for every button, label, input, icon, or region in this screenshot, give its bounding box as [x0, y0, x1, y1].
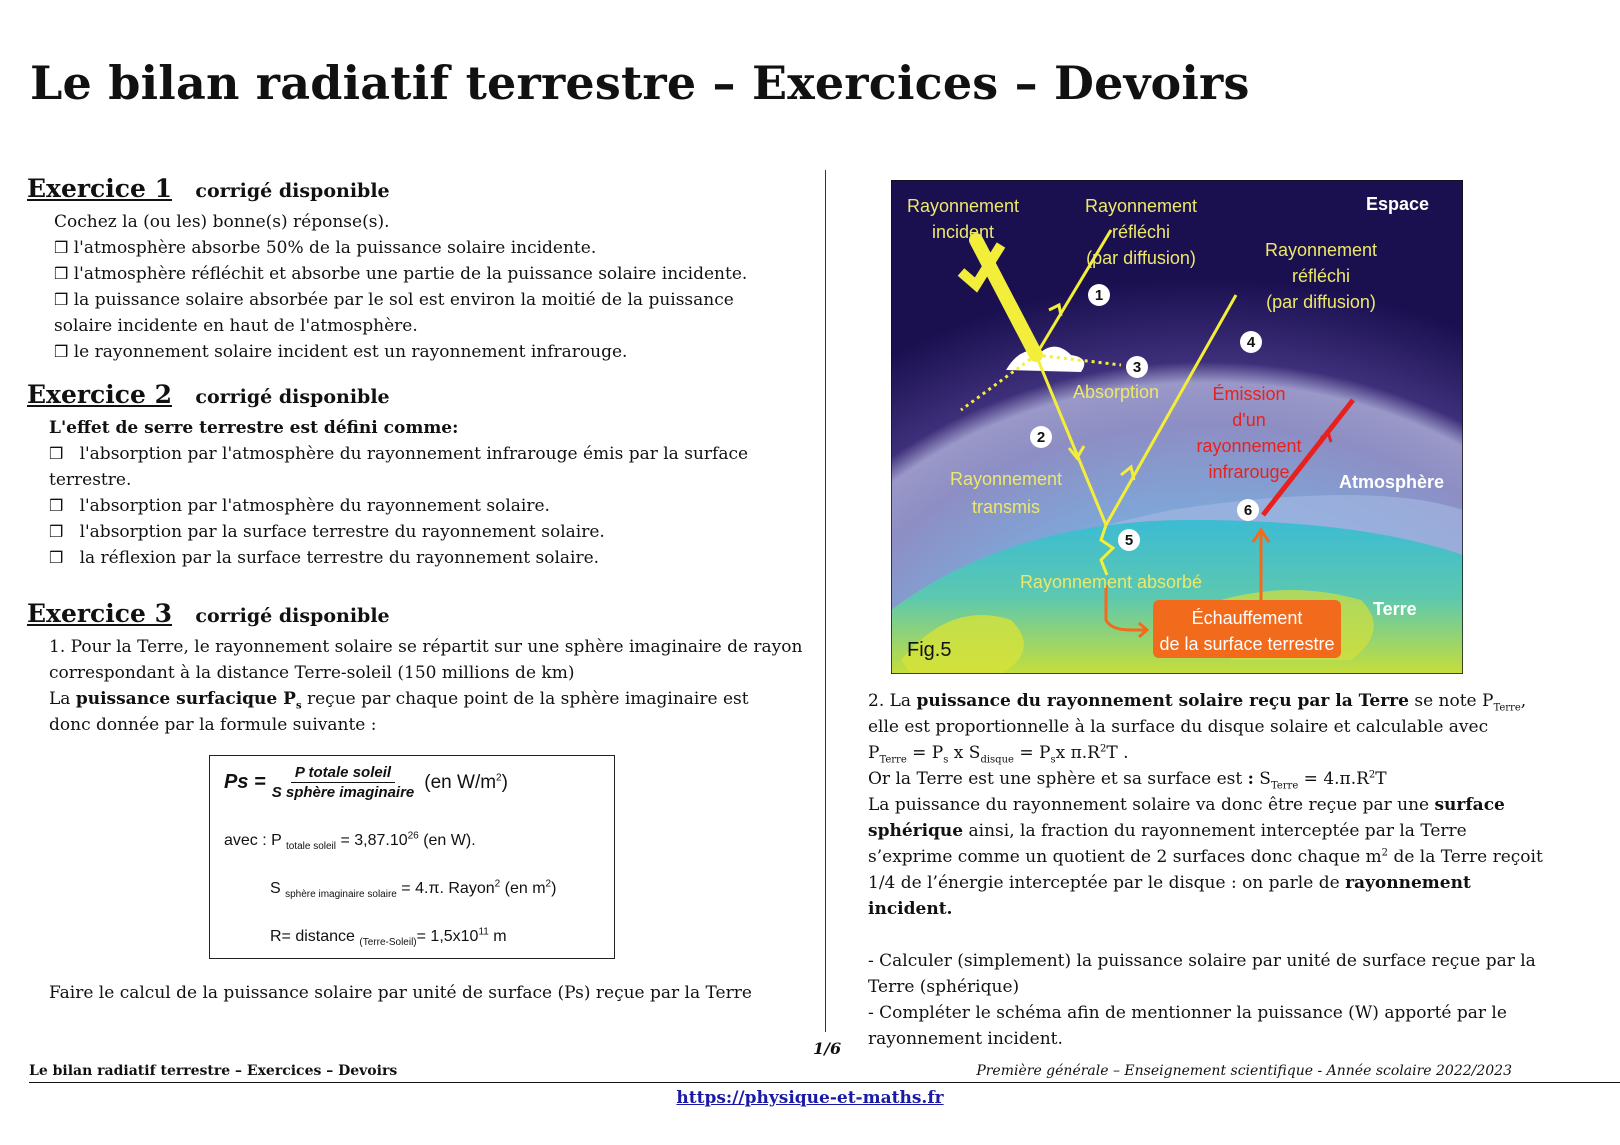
label-transmitted: Rayonnement — [949, 469, 1063, 489]
footer-link[interactable]: https://physique-et-maths.fr — [676, 1088, 944, 1108]
marker-5-label: 5 — [1124, 532, 1134, 549]
exercise-3 — [27, 597, 807, 738]
label-fig: Fig.5 — [907, 639, 952, 661]
checkbox-icon[interactable]: ❒ — [49, 522, 64, 541]
exercise-2 — [27, 378, 807, 597]
page-number: 1/6 — [813, 1039, 842, 1058]
label-reflected-2: Rayonnement — [1264, 240, 1378, 260]
exercise-3-paragraph-3: Faire le calcul de la puissance solaire par unité de surface (Ps) reçue par la Terre — [49, 983, 752, 1003]
exercise-1-option[interactable]: ❒ le rayonnement solaire incident est un rayonnement infrarouge. — [54, 342, 628, 362]
right-paragraph-4: La puissance du rayonnement solaire va donc être reçue par une surface sphérique ainsi, la fraction du rayonnement interceptée par la Terre s’exprime comme un quotient de 2 surfaces donc chaque $m^2$ de la Terre reçoit 1/4 de l’énergie interceptée par le disque : on parle de rayonnement incident. — [868, 795, 1543, 919]
formula-main: Ps = $\frac{\text{P totale soleil}}{\text{S sphère imaginaire}}$ (en $W/m^2$) — [224, 764, 508, 801]
checkbox-icon[interactable]: ❒ — [54, 290, 69, 309]
exercise-2-option[interactable]: ❒ l'absorption par l'atmosphère du rayonnement infrarouge émis par la surface terrestre. — [49, 444, 749, 490]
exercise-3-paragraph-2: La puissance surfacique $P_s$ reçue par chaque point de la sphère imaginaire est donc donnée par la formule suivante : — [49, 689, 749, 735]
label-reflected-2: (par diffusion) — [1266, 292, 1376, 312]
exercise-1-heading: Exercice 1 — [27, 174, 172, 203]
formula-box — [209, 755, 615, 959]
marker-3-label: 3 — [1132, 359, 1142, 376]
checkbox-icon[interactable]: ❒ — [49, 496, 64, 515]
label-reflected-1: (par diffusion) — [1086, 248, 1196, 268]
right-formula-1: $P_{Terre} = P_s$ x $S_{disque} = P_sx$ $\pi.R^2T$ . — [868, 743, 1129, 766]
label-absorbed: Rayonnement absorbé — [1019, 572, 1203, 592]
formula-line-2: S $_{sphère imaginaire solaire}$ = 4.π. Rayon$^2$ (en $m^2$) — [270, 878, 557, 901]
right-paragraph-1: 2. La puissance du rayonnement solaire reçu par la Terre se note $P_{Terre}$, elle est proportionnelle à la surface du disque solaire et calculable avec — [868, 691, 1527, 737]
exercise-2-heading: Exercice 2 — [27, 380, 172, 409]
label-transmitted: transmis — [971, 497, 1041, 517]
label-reflected-2: réfléchi — [1291, 266, 1351, 286]
formula-line-3: R= distance $_{(Terre-Soleil)}= 1,5x10^{11}$ m — [270, 926, 507, 949]
exercise-2-option[interactable]: ❒ la réflexion par la surface terrestre du rayonnement solaire. — [49, 548, 600, 568]
checkbox-icon[interactable]: ❒ — [49, 548, 64, 567]
exercise-2-intro: L'effet de serre terrestre est défini comme: — [49, 418, 459, 438]
exercise-1 — [27, 172, 807, 378]
right-column — [868, 688, 1548, 1052]
exercise-1-option[interactable]: ❒ l'atmosphère absorbe 50% de la puissance solaire incidente. — [54, 238, 597, 258]
right-question-1: - Calculer (simplement) la puissance solaire par unité de surface reçue par la Terre (sphérique) — [868, 951, 1536, 997]
exercise-1-option[interactable]: ❒ la puissance solaire absorbée par le sol est environ la moitié de la puissance solaire incidente en haut de l'atmosphère. — [54, 290, 734, 336]
checkbox-icon[interactable]: ❒ — [49, 444, 64, 463]
exercise-1-tag: corrigé disponible — [195, 180, 390, 202]
exercise-3-heading: Exercice 3 — [27, 599, 172, 628]
label-absorption: Absorption — [1072, 382, 1160, 402]
label-heating: de la surface terrestre — [1159, 634, 1335, 654]
label-emission: rayonnement — [1196, 436, 1302, 456]
exercise-1-intro: Cochez la (ou les) bonne(s) réponse(s). — [54, 212, 390, 232]
label-atmosphere: Atmosphère — [1339, 472, 1445, 492]
label-incident: Rayonnement — [906, 196, 1020, 216]
label-reflected-1: réfléchi — [1111, 222, 1171, 242]
label-earth: Terre — [1373, 599, 1417, 619]
page-title: Le bilan radiatif terrestre – Exercices – Devoirs — [30, 56, 1250, 110]
checkbox-icon[interactable]: ❒ — [54, 342, 69, 361]
exercise-3-paragraph-1: 1. Pour la Terre, le rayonnement solaire se répartit sur une sphère imaginaire de rayon correspondant à la distance Terre-soleil (150 millions de km) — [49, 637, 803, 683]
radiation-balance-figure — [891, 180, 1463, 674]
marker-6-label: 6 — [1243, 502, 1253, 519]
exercise-3-tag: corrigé disponible — [195, 605, 390, 627]
footer-course: Première générale – Enseignement scientifique - Année scolaire 2022/2023 — [976, 1063, 1512, 1079]
label-space: Espace — [1366, 194, 1430, 214]
label-emission: d'un — [1232, 410, 1266, 430]
marker-4-label: 4 — [1246, 334, 1256, 351]
marker-2-label: 2 — [1036, 429, 1046, 446]
footer-rule — [29, 1082, 1620, 1083]
label-emission: infrarouge — [1208, 462, 1290, 482]
label-reflected-1: Rayonnement — [1084, 196, 1198, 216]
checkbox-icon[interactable]: ❒ — [54, 238, 69, 257]
label-incident: incident — [931, 222, 995, 242]
exercise-1-option[interactable]: ❒ l'atmosphère réfléchit et absorbe une partie de la puissance solaire incidente. — [54, 264, 748, 284]
exercise-2-tag: corrigé disponible — [195, 386, 390, 408]
marker-1-label: 1 — [1094, 287, 1104, 304]
label-emission: Émission — [1212, 384, 1286, 404]
right-paragraph-3: Or la Terre est une sphère et sa surface est : $S_{Terre} = 4.\pi.R^2T$ — [868, 769, 1387, 792]
footer-title: Le bilan radiatif terrestre – Exercices – Devoirs — [29, 1063, 398, 1079]
column-divider — [825, 170, 826, 1032]
formula-line-1: avec : P $_{totale soleil} = 3,87.10^{26}$ (en W). — [224, 830, 476, 853]
exercise-2-option[interactable]: ❒ l'absorption par l'atmosphère du rayonnement solaire. — [49, 496, 550, 516]
right-question-2: - Compléter le schéma afin de mentionner la puissance (W) apporté par le rayonnement incident. — [868, 1003, 1507, 1049]
left-column — [27, 172, 807, 738]
exercise-2-option[interactable]: ❒ l'absorption par la surface terrestre du rayonnement solaire. — [49, 522, 605, 542]
label-heating: Échauffement — [1191, 608, 1303, 628]
checkbox-icon[interactable]: ❒ — [54, 264, 69, 283]
